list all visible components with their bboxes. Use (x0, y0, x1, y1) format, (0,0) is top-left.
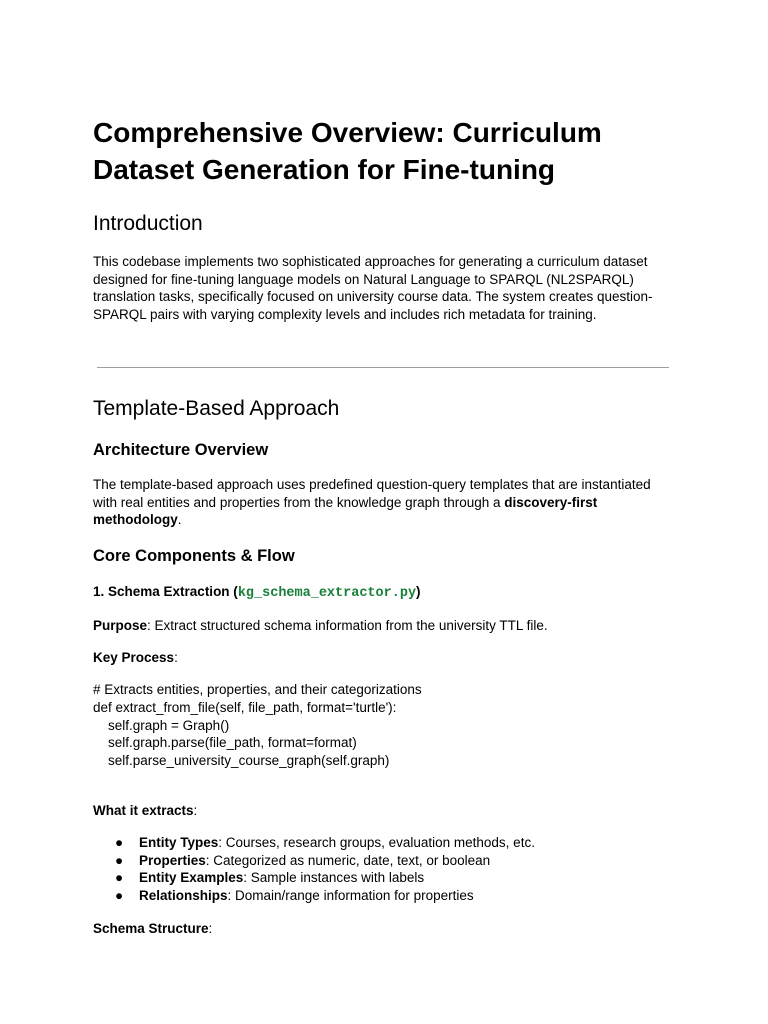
bullet-icon: ● (115, 852, 124, 868)
list-item-text: : Sample instances with labels (243, 870, 425, 886)
extracts-list (93, 834, 535, 904)
step-label: 1. Schema Extraction ( (93, 584, 238, 599)
list-item-text: : Courses, research groups, evaluation methods, etc. (218, 835, 535, 850)
schema-structure-paragraph (93, 920, 669, 938)
bullet-icon: ● (115, 870, 124, 886)
what-extracts-label: What it extracts (93, 803, 194, 818)
template-approach-heading: Template-Based Approach (93, 397, 340, 420)
code-line: self.parse_university_course_graph(self.graph) (93, 753, 390, 769)
architecture-overview-heading: Architecture Overview (93, 441, 269, 459)
schema-extraction-step-heading (93, 583, 669, 603)
what-extracts-paragraph (93, 802, 669, 820)
list-item (93, 852, 535, 870)
list-item-text: : Categorized as numeric, date, text, or boolean (205, 852, 491, 868)
list-item (93, 869, 535, 887)
code-line: def extract_from_file(self, file_path, format='turtle'): (93, 699, 397, 715)
code-line: self.graph = Graph() (93, 717, 230, 733)
list-item-label: Properties (139, 852, 206, 868)
page-title: Comprehensive Overview: Curriculum Dataset Generation for Fine-tuning (93, 117, 602, 185)
architecture-bold-text: discovery-first methodology (93, 494, 598, 528)
step-label-close: ) (416, 584, 421, 599)
code-line: # Extracts entities, properties, and their categorizations (93, 682, 422, 697)
inline-code-filename: kg_schema_extractor.py (237, 586, 417, 601)
introduction-heading: Introduction (93, 212, 203, 235)
list-item-label: Entity Types (139, 835, 219, 850)
what-extracts-colon: : (193, 803, 198, 818)
introduction-paragraph: This codebase implements two sophisticated approaches for generating a curriculum dataset designed for fine-tuning language models on Natural Language to SPARQL (NL2SPARQL) translation tasks, specifically focused on university course data. The system creates question-SPARQL pairs with varying complexity levels and includes rich metadata for training. (93, 254, 653, 322)
schema-structure-colon: : (208, 921, 213, 936)
list-item (93, 834, 535, 852)
code-line: self.graph.parse(file_path, format=format) (93, 735, 357, 751)
purpose-text: : Extract structured schema information from the university TTL file. (147, 618, 548, 633)
core-components-heading: Core Components & Flow (93, 547, 295, 565)
list-item-label: Entity Examples (139, 870, 244, 886)
architecture-paragraph (93, 476, 669, 529)
architecture-text-end: . (177, 512, 182, 528)
list-item-text: : Domain/range information for properties (227, 887, 474, 903)
architecture-text: The template-based approach uses predefined question-query templates that are instantiated with real entities and properties from the knowledge graph through a (93, 477, 651, 510)
horizontal-divider (97, 367, 669, 368)
list-item-label: Relationships (139, 887, 228, 903)
key-process-paragraph (93, 649, 669, 667)
code-block (93, 681, 422, 770)
bullet-icon: ● (115, 835, 124, 850)
schema-structure-label: Schema Structure (93, 921, 209, 936)
purpose-paragraph (93, 617, 669, 635)
purpose-label: Purpose (93, 618, 148, 633)
key-process-colon: : (174, 650, 178, 665)
bullet-icon: ● (115, 887, 124, 903)
list-item (93, 887, 535, 905)
key-process-label: Key Process (93, 650, 175, 665)
